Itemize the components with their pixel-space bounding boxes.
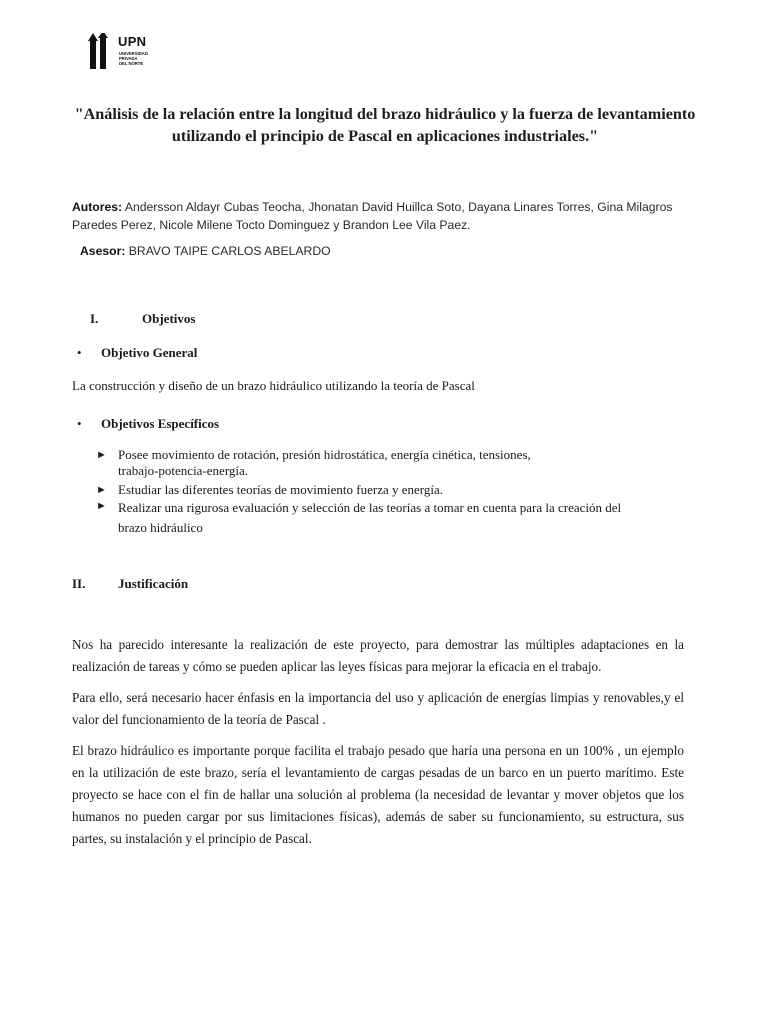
section-2-number: II. — [72, 576, 86, 591]
advisor-value: BRAVO TAIPE CARLOS ABELARDO — [128, 244, 331, 258]
section-1-number: I. — [90, 311, 99, 326]
justification-paragraph: El brazo hidráulico es importante porque facilita el trabajo pesado que haría una persona en un 100% , un ejemplo en la utilización de este brazo, sería el levantamiento de cargas pesadas de un barco en un puerto marítimo. Este proyecto se hace con el fin de hallar una solución al problema (la necesidad de levantar y mover objetos que los humanos no pueden cargar por sus limitaciones físicas), además de saber su funcionamiento, su estructura, sus partes, su instalación y el principio de Pascal. — [72, 743, 684, 846]
arrow-bullet-icon: ► — [96, 484, 107, 496]
section-1-title: Objetivos — [142, 311, 196, 326]
general-objective-heading: Objetivo General — [101, 345, 198, 360]
authors-value: Andersson Aldayr Cubas Teocha, Jhonatan David Huillca Soto, Dayana Linares Torres, Gina Milagros Paredes Perez, Nicole Milene Tocto Dominguez y Brandon Lee Vila Paez. — [72, 200, 673, 232]
upn-arrow-logo-icon — [88, 33, 116, 69]
bullet-icon: • — [77, 345, 82, 360]
list-item: Posee movimiento de rotación, presión hidrostática, energía cinética, tensiones, trabajo-potencia-energía. — [118, 447, 531, 478]
general-objective-text: La construcción y diseño de un brazo hidráulico utilizando la teoría de Pascal — [72, 378, 475, 393]
justification-paragraph: Para ello, será necesario hacer énfasis en la importancia del uso y aplicación de energías limpias y renovables,y el valor del funcionamiento de la teoría de Pascal . — [72, 690, 684, 727]
section-2-title: Justificación — [118, 576, 189, 591]
list-item: Estudiar las diferentes teorías de movimiento fuerza y energía. — [118, 482, 443, 497]
list-item: Realizar una rigurosa evaluación y selección de las teorías a tomar en cuenta para la creación del brazo hidráulico — [118, 500, 622, 535]
authors-label: Autores: — [72, 200, 123, 214]
document-title: "Análisis de la relación entre la longitud del brazo hidráulico y la fuerza de levantamiento utilizando el principio de Pascal en aplicaciones industriales." — [74, 105, 696, 145]
arrow-bullet-icon: ► — [96, 500, 107, 512]
advisor-label: Asesor: — [80, 244, 126, 258]
justification-paragraph: Nos ha parecido interesante la realización de este proyecto, para demostrar las múltiples adaptaciones en la realización de tareas y cómo se pueden aplicar las leyes físicas para mejorar la eficacia en el trabajo. — [72, 637, 684, 674]
advisor-line — [80, 244, 331, 258]
arrow-bullet-icon: ► — [96, 449, 107, 461]
logo-wordmark: UPN — [118, 34, 147, 49]
authors-line — [72, 198, 692, 234]
specific-objectives-heading: Objetivos Específicos — [101, 416, 220, 431]
logo-subtitle: UNIVERSIDAD PRIVADA DEL NORTE — [119, 51, 148, 66]
bullet-icon: • — [77, 416, 82, 431]
university-logo — [88, 33, 154, 71]
